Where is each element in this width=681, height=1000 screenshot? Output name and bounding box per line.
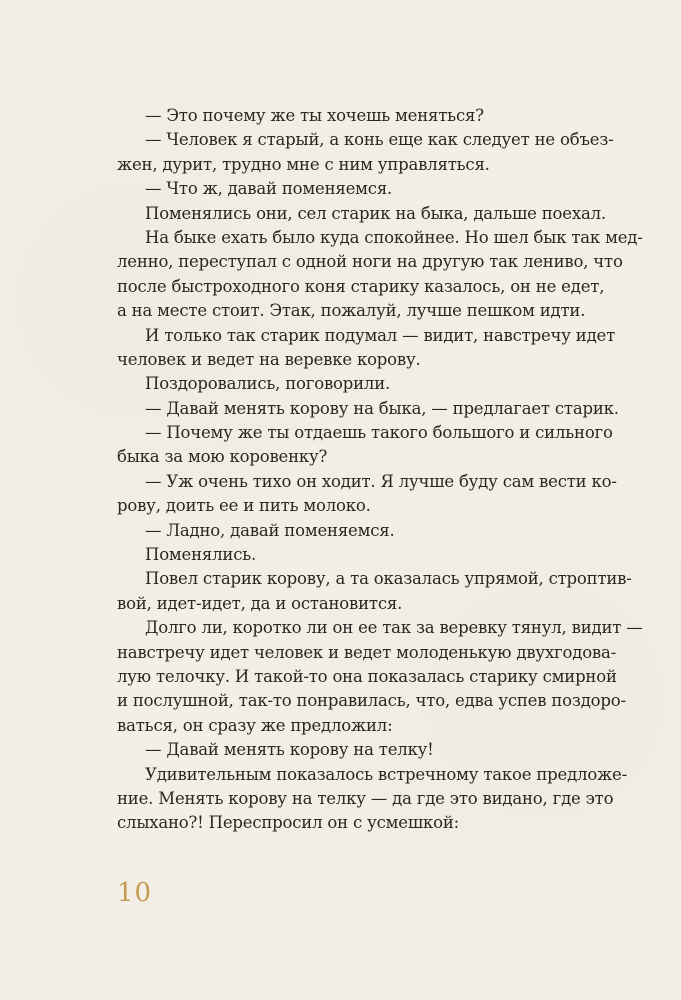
page-number: 10	[117, 878, 153, 908]
text-line: На быке ехать было куда спокойнее. Но шел бык так мед-	[145, 227, 643, 247]
text-line: лую телочку. И такой-то она показалась старику смирной	[117, 666, 617, 686]
text-line: и послушной, так-то понравилась, что, едва успев поздоро-	[117, 691, 626, 711]
text-line: вой, идет-идет, да и остановится.	[117, 593, 403, 613]
text-line: — Ладно, давай поменяемся.	[145, 520, 395, 540]
text-line: рову, доить ее и пить молоко.	[117, 496, 371, 516]
text-line: ние. Менять корову на телку — да где это видано, где это	[117, 788, 614, 808]
text-line: Поменялись они, сел старик на быка, дальше поехал.	[145, 203, 606, 223]
text-line: — Уж очень тихо он ходит. Я лучше буду сам вести ко-	[145, 471, 617, 491]
text-line: — Человек я старый, а конь еще как следует не объез-	[145, 130, 614, 150]
text-line: — Почему же ты отдаешь такого большого и сильного	[145, 423, 613, 443]
text-line: — Давай менять корову на телку!	[145, 740, 434, 760]
text-line: ваться, он сразу же предложил:	[117, 715, 393, 735]
text-line: Удивительным показалось встречному такое предложе-	[145, 764, 627, 784]
text-line: навстречу идет человек и ведет молоденькую двухгодова-	[117, 642, 617, 662]
text-line: Повел старик корову, а та оказалась упрямой, строптив-	[145, 569, 632, 589]
text-line: — Давай менять корову на быка, — предлагает старик.	[145, 398, 619, 418]
text-line: Поменялись.	[145, 545, 257, 565]
text-line: Поздоровались, поговорили.	[145, 374, 391, 394]
text-line: ленно, переступал с одной ноги на другую так лениво, что	[117, 252, 623, 272]
text-line: — Что ж, давай поменяемся.	[145, 179, 393, 199]
body-text	[117, 104, 643, 836]
text-line: после быстроходного коня старику казалось, он не едет,	[117, 276, 605, 296]
text-line: — Это почему же ты хочешь меняться?	[145, 106, 484, 125]
text-line: а на месте стоит. Этак, пожалуй, лучше пешком идти.	[117, 301, 586, 321]
text-line: И только так старик подумал — видит, навстречу идет	[145, 325, 616, 345]
text-line: быка за мою коровенку?	[117, 447, 328, 467]
text-line: человек и ведет на веревке корову.	[117, 349, 421, 369]
text-line: Долго ли, коротко ли он ее так за веревку тянул, видит —	[145, 618, 643, 638]
text-line: жен, дурит, трудно мне с ним управляться.	[117, 154, 490, 174]
text-line: слыхано?! Переспросил он с усмешкой:	[117, 813, 459, 833]
